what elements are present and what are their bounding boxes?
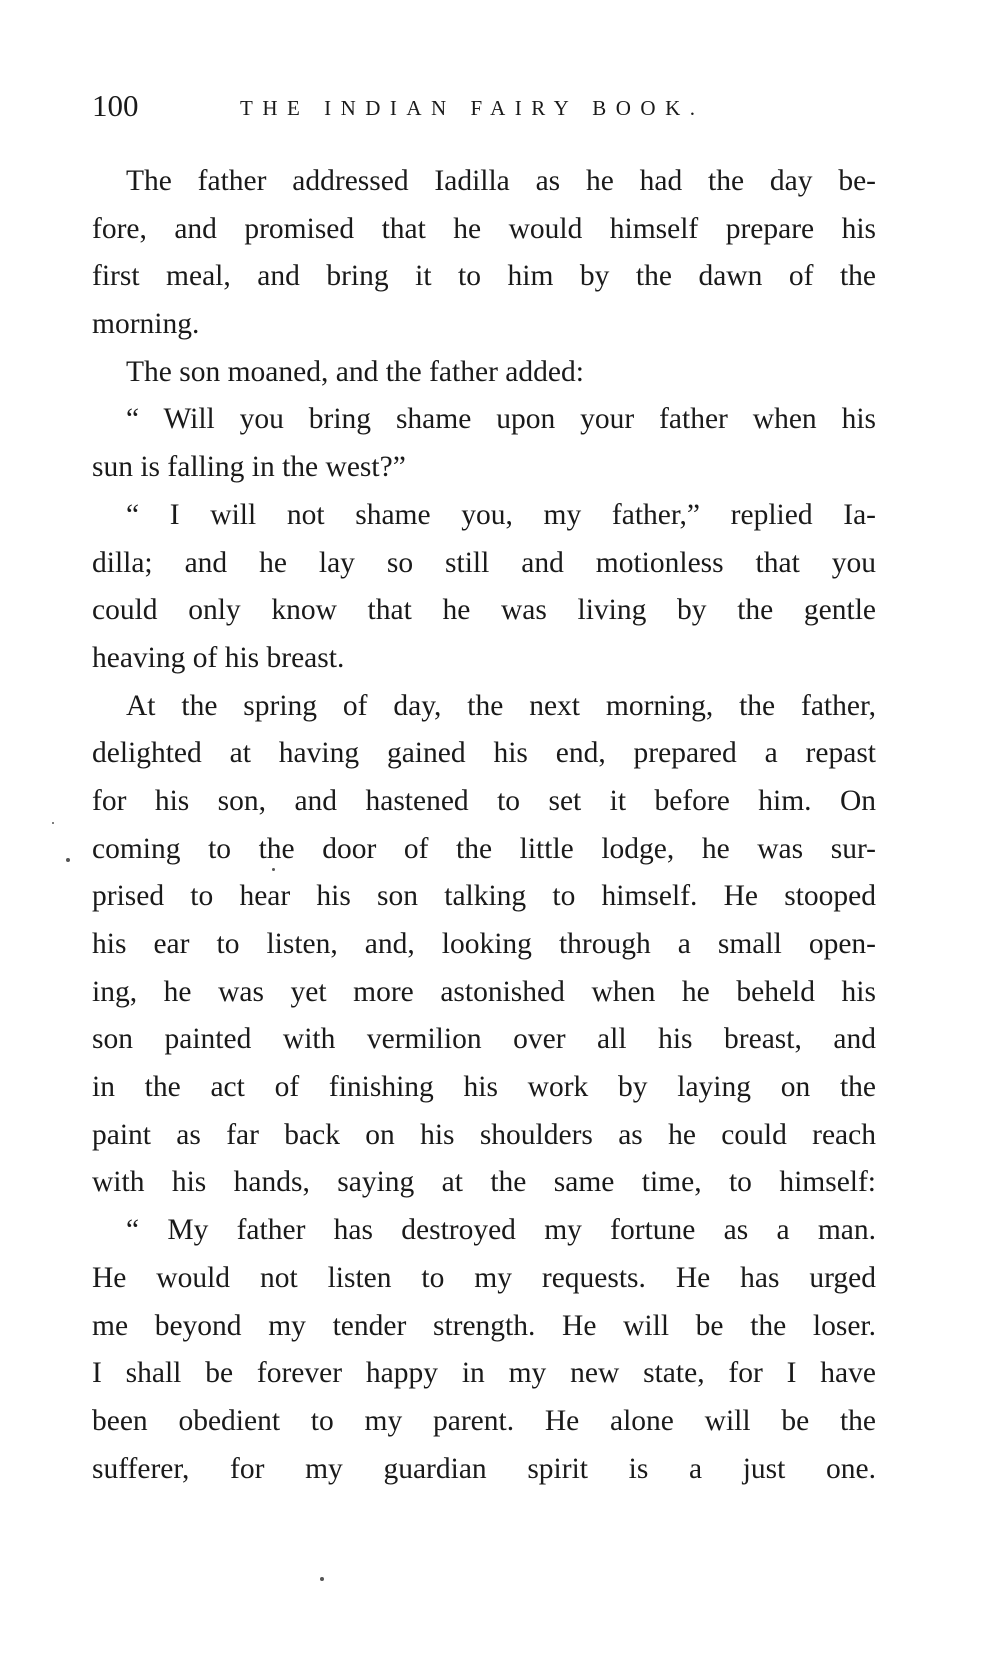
text-line: heaving of his breast. — [92, 641, 345, 674]
text-line: son painted with vermilion over all his breast, and — [92, 1023, 876, 1056]
speck — [66, 858, 70, 862]
text-line: ing, he was yet more astonished when he beheld his — [92, 975, 876, 1008]
text-line: He would not listen to my requests. He has urged — [92, 1261, 876, 1294]
text-line: “ I will not shame you, my father,” replied Ia- — [126, 498, 876, 531]
page-number: 100 — [92, 88, 139, 123]
text-line: for his son, and hastened to set it before him. On — [92, 784, 876, 817]
text-line: in the act of finishing his work by laying on the — [92, 1071, 876, 1104]
text-line: I shall be forever happy in my new state, for I have — [92, 1357, 876, 1390]
text-line: with his hands, saying at the same time, to himself: — [92, 1166, 876, 1199]
text-line: “ Will you bring shame upon your father when his — [126, 403, 876, 436]
text-line: me beyond my tender strength. He will be the loser. — [92, 1309, 876, 1342]
text-line: fore, and promised that he would himself prepare his — [92, 212, 876, 245]
text-line: sun is falling in the west?” — [92, 451, 406, 484]
text-line: coming to the door of the little lodge, he was sur- — [92, 832, 876, 865]
text-line: could only know that he was living by the gentle — [92, 594, 876, 627]
text-line: paint as far back on his shoulders as he could reach — [92, 1118, 876, 1151]
speck — [52, 822, 54, 824]
text-line: “ My father has destroyed my fortune as a man. — [126, 1214, 876, 1247]
page-header — [92, 86, 912, 126]
text-line: been obedient to my parent. He alone will be the — [92, 1404, 876, 1437]
speck — [320, 1577, 324, 1581]
text-line: his ear to listen, and, looking through a small open- — [92, 928, 876, 960]
text-line: At the spring of day, the next morning, the father, — [126, 689, 876, 722]
text-line: morning. — [92, 308, 200, 341]
running-title: THE INDIAN FAIRY BOOK. — [240, 96, 705, 120]
text-line: sufferer, for my guardian spirit is a just one. — [92, 1452, 876, 1485]
speck — [272, 868, 275, 871]
text-line: first meal, and bring it to him by the dawn of the — [92, 260, 876, 293]
text-line: prised to hear his son talking to himself. He stooped — [92, 880, 876, 913]
text-line: dilla; and he lay so still and motionless that you — [92, 546, 876, 579]
text-line: delighted at having gained his end, prepared a repast — [92, 737, 876, 770]
text-line: The father addressed Iadilla as he had the day be- — [126, 165, 876, 197]
text-line: The son moaned, and the father added: — [126, 355, 584, 388]
body-text — [92, 158, 876, 1493]
